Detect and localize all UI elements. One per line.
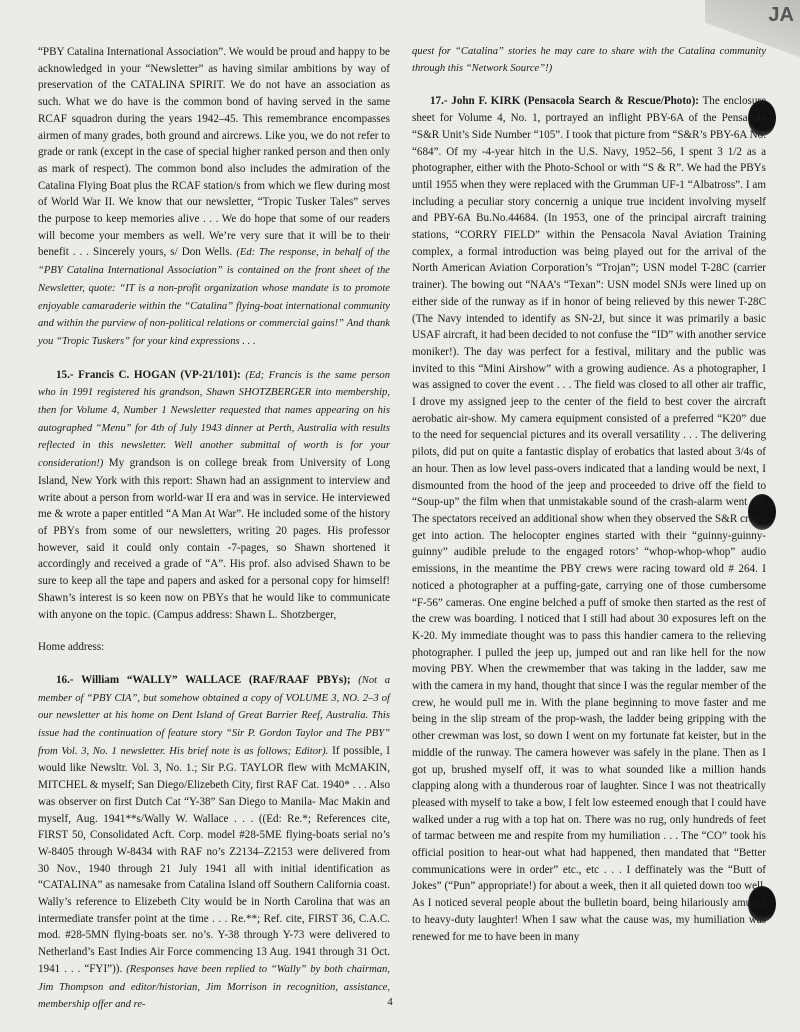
right-column	[412, 44, 766, 945]
editor-note: (Ed; Francis is the same person who in 1991 registered his grandson, Shawn SHOTZBERGER into membership, then for Volume 4, Number 1 Newsletter requested that names appearing on his autographed “Menu” for 4th of July 1943 dinner at Perth, Australia with results reflected in this newsletter. Well another submittal of worth is for your consideration!)	[38, 369, 390, 470]
entry-body: The enclosure sheet for Volume 4, No. 1, portrayed an inflight PBY-6A of the Pensacola “S&R Unit’s Side Number “105”. I took that picture from “S&R’s PBY-6A No. “684”. Of my -4-year hitch in the U.S. Navy, 1952–56, I spent 3 1/2 as a photographer, either with the Photo-School or with “S & R”. We had the PBYs until 1955 when they were replaced with the Grumman UF-1 “Albatross”. I am including a peculiar story concernig a unique true incident involving myself and PBY-6A Bu.No.44684. (In 1953, one of the principal aircraft training stations, “CORRY FIELD” within the Pensacola Naval Aviation Training complex, a formal introduction was being played out for the arrival of the North American Aviation Corporation’s “Trojan”; USN model T-28C (carrier trainer). The bowing out “NAA’s “Texan”: USN model SNJs were lined up on either side of the runway as if in honor of being relieved by this newer T-28C (The Navy intended to identify as SN-2J, but since it was primarily a basic USAF aircraft, it had been decided to not confuse the “ID” with another service moniker!). The day was perfect for a festival, military and the public was invited to this “Mini Airshow” with a growing audience. As a photographer, I was assigned to cover the event . . . The field was closed to all other air traffic, I drove my assigned jeep to the center of the field to best cover the aircraft aerobatic air-show. My camera equipment consisted of a preferred “K20” due to the need for sequencial pictures and its overall versatility . . . The delivering pilots, did put on quite a fantastic display of erobatics that lasted about 3/4s of an hour. Then as low level pass-overs indicated that a landing would be next, I dismounted from the hood of the jeep and proceeded to drive off the field to “Soup-up” the film when that unmistakable sound of the crash-alarm went off. The spectators received an additional show when they observed the S&R crews get into action. The helocopter engines started with their “guinny-guinny-guinny” audible prelude to the engaged rotors’ “whop-whop-whop” audio emissions, in the meantime the PBY crews were racing toward old # 264. I noticed a photographer at a puffing-gate, carrying one of those cumbersome “F-56” cameras. One engine belched a puff of smoke then started as the rest of the crew was boarding. I noticed that I still had about 30 exposures left on the K-20. My immediate thought was to pass this handier camera to the relieving photographer. I pulled the jeep up, jumped out and ran like hell for the now moving PBY. When the crewmember that was taking in the ladder, saw me with the camera in my hand, thought that since I was the regular member of the crew, he would pull me in. With the plane beginning to move faster and me being in the slip stream of the prop-wash, the ladder being gripping with the other crewman was lost, so down I went on my fortunate fat keister, but in the middle of the runway. The camera however was safely in the plane. Then as I got up, brushed myself off, it was to what sounded like a million hands clapping along with a thunderous roar of laughter. Since I was not theatrically pleased with myself to take a bow, I felt low esteemed enough that I could have walked under a rug with a top hat on. There was no rug, only hundreds of feet of tarmac between me and respite from my humiliation . . . The “CO” took his official position to hear-out what had happened, then mandated that “Better communications were in order” etc., etc . . . I deffinately was the “Butt of Jokes” (“Pun” appropriate!) for about a week, then it all quieted down too well. As I noticed several people about the bulletin board, being hilariously amused to heavy-duty laughter! When I saw what the cause was, my humiliation was renewed for me to have been in many	[412, 95, 767, 943]
letter-paragraph	[38, 44, 390, 351]
entry-heading: 15.- Francis C. HOGAN (VP-21/101):	[56, 368, 241, 381]
entry-heading: 16.- William “WALLY” WALLACE (RAF/RAAF PBYs);	[56, 673, 351, 686]
editor-note: (Not a member of “PBY CIA”, but somehow obtained a copy of VOLUME 3, NO. 2–3 of our newsletter at his home on Dent Island of Great Barrier Reef, Australia. This issue had the continuation of feature story “Sir P. Gordon Taylor and The PBY” from Vol. 3, No. 1 newsletter. His brief note is as follows; Editor).	[38, 674, 390, 757]
entry-16	[38, 672, 390, 1014]
corner-page-mark: JA	[768, 4, 794, 26]
continued-note: quest for “Catalina” stories he may care to share with the Catalina community through this “Network Source”!)	[412, 46, 766, 74]
editor-note: (Responses have been replied to “Wally” by both chairman, Jim Thompson and editor/historian, Jim Morrison in recognition, assistance, membership offer and re-	[38, 963, 390, 1011]
editor-note: (Ed: The response, in behalf of the “PBY Catalina International Association” is contained on the front sheet of the Newsletter, quote: “IT is a non-profit organization whose mandate is to promote enjoyable camaraderie within the “Catalina” flying-boat international community and within the purview of non-political relations or commercial gains!” And thank you “Tropic Tuskers” for your kind expressions . . .	[38, 247, 390, 347]
left-column	[38, 44, 390, 1014]
page-number: 4	[387, 996, 393, 1008]
entry-body: If possible, I would like Newsltr. Vol. 3, No. 1.; Sir P.G. TAYLOR flew with McMAKIN, MITCHEL & myself; San Diego/Elizebeth City, first RAF Cat. 1940* . . . Also was observer on first Dutch Cat “Y-38” San Diego to Manila- Mac Makin and myself, Aug. 1941**s/Wally W. Wallace . . . ((Ed: Re.*; References cite, FIRST 50, Consolidated Acft. Corp. model #28-5ME flying-boats serial no’s W-8405 through W-8434 with RAF no’s Z2134–Z2153 were delivered from 30 Nov., 1940 through 21 July 1941 all with initial identification as “CATALINA” as namesake from Catalina Island off Southern California coast. Wally’s reference to Elizebeth City would be in North Carolina that was an intermediate transfer point at the time . . . Re.**; Ref. cite, FIRST 36, C.A.C. mod. #28-5MN flying-boats ser. no’s. Y-38 through Y-73 were delivered to Netherland’s East Indies Air Force commencing 13 Aug. 1941 through 31 Oct. 1941 . . . “FYI”)).	[38, 744, 390, 975]
entry-heading: 17.- John F. KIRK (Pensacola Search & Rescue/Photo):	[430, 95, 699, 108]
entry-17	[412, 93, 766, 945]
entry-body: My grandson is on college break from University of Long Island, New York with this report: Shawn had an assignment to interview and write about a person from world-war II era and was in service. He interviewed me & wrote a paper entitled “A Man At War”. He included some of the history of PBYs from some of our newsletters, writing 20 pages. His professor however, said it could only contain -7-pages, so Shawn shortened it accordingly and received a grade of “A”. His prof. also advised Shawn to be sure to keep all the tape and papers and asked for a personal copy for himself! Shawn’s interest is so keen now on PBYs that he would like to communicate with anyone on the topic. (Campus address: Shawn L. Shotzberger,	[38, 457, 390, 621]
home-address-label: Home address:	[38, 641, 105, 654]
letter-body: “PBY Catalina International Association”. We would be proud and happy to be acknowledged in your “Newsletter” as having similar ambitions by way of preservation of the CATALINA SPIRIT. We do not have an association as such. What we do have is the common bond of having served in the same RCAF squadron during the years 1942–45. This remembrance encompasses airmen of many grades, both ground and aircrews. Like you, we do not refer to grade or rank (except in the case of special higher ranked person and then only as mark of respect). The common bond also includes the admiration of the Catalina Flying Boat plus the RCAF station/s from which we flew during most of World War II. We know that our newsletter, “Tropic Tusker Tales” serves the purpose to keep memories alive . . . We do hope that some of our readers will become your members as well. We’re very sure that it will be to their benefit . . . Sincerely yours, s/ Don Wells.	[38, 46, 390, 259]
entry-15	[38, 367, 390, 624]
